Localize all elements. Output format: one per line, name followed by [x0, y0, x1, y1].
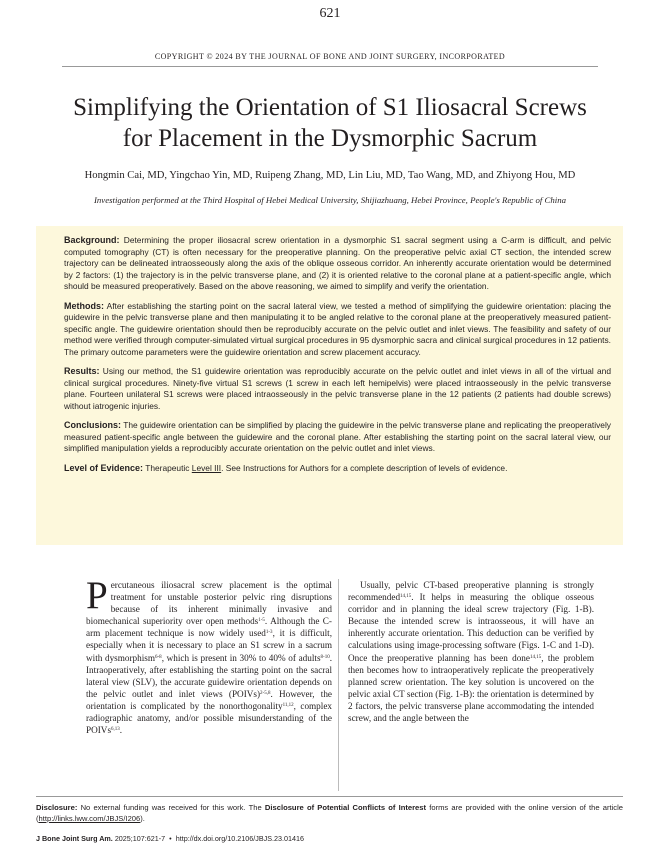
page-footer: [36, 834, 623, 843]
copyright-line: COPYRIGHT © 2024 BY THE JOURNAL OF BONE AND JOINT SURGERY, INCORPORATED: [154, 52, 506, 61]
footer-bullet: •: [169, 834, 172, 843]
methods-heading: Methods:: [64, 300, 104, 311]
disclosure-rule: [36, 796, 623, 797]
disclosure-text-1: No external funding was received for this work. The: [80, 803, 262, 812]
background-heading: Background:: [64, 235, 120, 245]
methods-text: After establishing the starting point on the sacral lateral view, we tested a method of simplifying the guidewire orientation: placing the guidewire in the pelvic transverse plane and then manipulating it to be angled relative to the coronal plane at the preoperatively measured patient-specific angle. The guidewire orientation should then be reproducibly accurate on the pelvic outlet and inlet views. The feasibility and safety of our method were verified through computer-simulated virtual surgical procedures in 95 dysmorphic sacra and clinical surgical procedures in 12 patients. The primary outcome parameters were the guidewire orientation and screw placement accuracy.: [64, 300, 612, 357]
abstract-box: [36, 226, 623, 545]
body-column-right: [348, 579, 594, 724]
abstract-background: [64, 235, 611, 293]
conclusions-text: The guidewire orientation can be simplified by placing the guidewire in the pelvic transverse plane and replicating the preoperatively measured patient-specific angle between the guidewire and the coronal plane. After establishing the starting point on the sacral lateral view, our simplified manipulation yields a reproducibly accurate orientation on the pelvic outlet and inlet views.: [64, 420, 611, 453]
reference-superscript[interactable]: 6-8: [155, 654, 162, 660]
abstract-level-of-evidence: [64, 463, 611, 475]
level-heading: Level of Evidence:: [64, 462, 144, 473]
title-line-1: Simplifying the Orientation of S1 Iliosacral Screws: [73, 94, 587, 121]
footer-citation: 2025;107:621-7: [114, 834, 166, 843]
body-text: Usually, pelvic CT-based preoperative planning is strongly recommended: [348, 580, 594, 603]
body-text: . Intraoperatively, after establishing the starting point on the sacral lateral view (SLV), the accurate guidewire orientation depends on the pelvic outlet and inlet views (POIVs): [86, 652, 333, 699]
body-text: , which is present in 30% to 40% of adults: [161, 652, 321, 663]
intro-paragraph: [86, 574, 333, 736]
results-text: Using our method, the S1 guidewire orientation was reproducibly accurate on the pelvic outlet and inlet views in all of the virtual and clinical surgical procedures. Ninety-five virtual S1 screws (1 screw in each left hemipelvis) were placed intraosseously in the pelvic transverse plane. Fourteen unilateral S1 screws were placed intraosseously in the pelvic transverse plane in the 12 patients (2 patients had double screws) without iatrogenic injuries.: [64, 366, 611, 411]
body-text: , it is difficult, especially when it is necessary to place an S1 screw in a sacrum with dysmorphism: [86, 628, 332, 663]
footer-journal: J Bone Joint Surg Am.: [36, 834, 113, 843]
disclosure-link[interactable]: http://links.lww.com/JBJS/I206: [38, 814, 141, 823]
body-text: ercutaneous iliosacral screw placement is the optimal treatment for unstable posterior pelvic ring disruptions because of its inherent minimally invasive and biomechanical superiority over open methods: [86, 580, 332, 627]
reference-superscript[interactable]: 1-5: [258, 618, 265, 624]
reference-superscript[interactable]: 6,13: [111, 727, 120, 733]
column-divider: [338, 579, 339, 791]
results-heading: Results:: [64, 366, 100, 376]
page-number: 621: [319, 6, 341, 21]
disclosure-bold-text: Disclosure of Potential Conflicts of Interest: [264, 803, 427, 812]
reference-superscript[interactable]: 14,15: [400, 594, 412, 600]
abstract-methods: [64, 301, 611, 359]
reference-superscript[interactable]: 14,15: [529, 654, 542, 660]
reference-superscript[interactable]: 1-3: [265, 630, 273, 636]
body-text: , complex radiographic anatomy, and/or possible misunderstanding of the POIVs: [86, 700, 332, 736]
reference-superscript[interactable]: 11,12: [282, 702, 294, 708]
disclosure-note: [36, 802, 623, 824]
background-text: Determining the proper iliosacral screw orientation in a dysmorphic S1 sacral segment using a C-arm is difficult, and pelvic computed tomography (CT) is often necessary for the preoperative planning. On the preoperative pelvic axial CT section, the intended screw trajectory can be delineated intraosseously along the axis of the oblique osseous corridor. An inherently accurate orientation would be determined by 2 factors: (1) the trajectory is in the pelvic transverse plane, and (2) it is oriented relative to the coronal plane at a patient-specific angle, which should be measured preoperatively. Based on the above reasoning, we aimed to simplify and verify the orientation.: [64, 235, 612, 291]
abstract-results: [64, 366, 611, 412]
body-text: .: [119, 725, 123, 736]
disclosure-text-3: ).: [140, 814, 145, 823]
second-paragraph: [348, 579, 594, 724]
reference-superscript[interactable]: 8-10: [320, 654, 330, 660]
body-text: . It helps in measuring the oblique osseous corridor and in planning the ideal screw trajectory (Fig. 1-B). Because the intended screw is intraosseous, it will have an inherently accurate orientation. This deduction can be verified by calculations using image-processing software (Figs. 1-C and 1-D). Once the preoperative planning has been done: [348, 592, 594, 663]
conclusions-heading: Conclusions:: [64, 420, 122, 430]
level-post: . See Instructions for Authors for a complete description of levels of evidence.: [221, 462, 508, 473]
reference-superscript[interactable]: 2-5,8: [260, 690, 271, 696]
body-column-left: [86, 574, 333, 736]
abstract-conclusions: [64, 420, 611, 455]
disclosure-heading: Disclosure:: [36, 803, 78, 812]
header-rule: [62, 66, 598, 67]
level-link[interactable]: Level III: [191, 462, 222, 473]
body-text: . However, the orientation is complicated by the nonorthogonality: [86, 688, 332, 711]
author-list: Hongmin Cai, MD, Yingchao Yin, MD, Ruipeng Zhang, MD, Lin Liu, MD, Tao Wang, MD, and Zhiyong Hou, MD: [84, 170, 576, 181]
footer-doi-link[interactable]: http://dx.doi.org/10.2106/JBJS.23.01416: [175, 834, 304, 843]
disclosure-text-2: forms are provided with the online version of the article (: [36, 803, 623, 823]
drop-cap: P: [86, 574, 108, 617]
level-pre: Therapeutic: [145, 462, 190, 473]
body-text: . Although the C-arm placement technique is now widely used: [86, 616, 332, 639]
body-text: , the problem then becomes how to intraoperatively replicate the preoperatively planned screw orientation. The key solution is uncovered on the pelvic axial CT section (Fig. 1-B): the orientation is determined by 2 factors, the pelvic transverse plane accommodating the intended screw, and the angle between the: [348, 652, 594, 724]
article-title: [40, 92, 620, 154]
affiliation: Investigation performed at the Third Hospital of Hebei Medical University, Shijiazhuang, Hebei Province, People's Republic of China: [93, 195, 567, 205]
title-line-2: for Placement in the Dysmorphic Sacrum: [122, 125, 538, 152]
